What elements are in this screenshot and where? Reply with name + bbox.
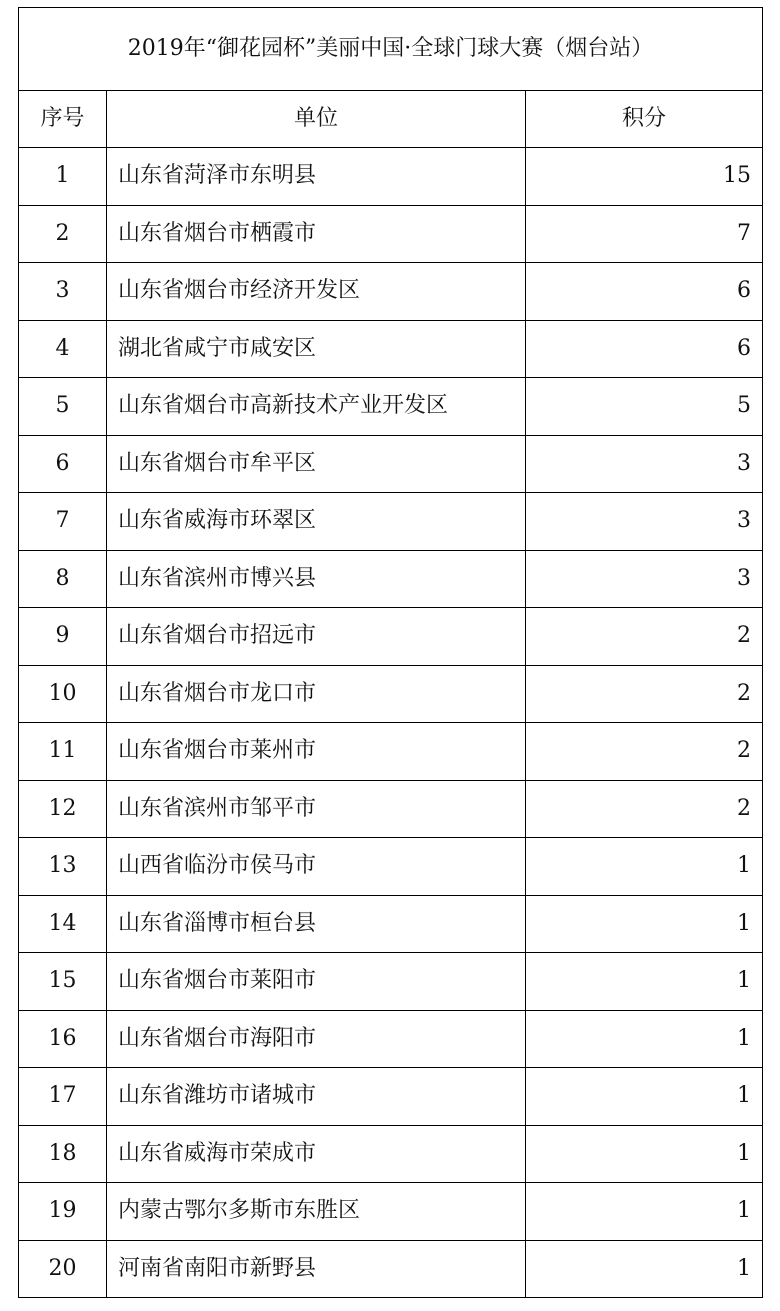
score-cell: 2 [526, 723, 763, 781]
table-row [19, 953, 763, 1011]
score-cell: 1 [526, 953, 763, 1011]
table-row [19, 205, 763, 263]
score-cell: 1 [526, 1240, 763, 1298]
rank-cell: 4 [19, 320, 107, 378]
unit-cell: 山东省威海市荣成市 [107, 1125, 526, 1183]
unit-cell: 山东省烟台市海阳市 [107, 1010, 526, 1068]
table-row [19, 263, 763, 321]
rank-cell: 16 [19, 1010, 107, 1068]
rank-cell: 17 [19, 1068, 107, 1126]
rank-cell: 13 [19, 838, 107, 896]
table-row [19, 838, 763, 896]
score-cell: 1 [526, 1125, 763, 1183]
table-row [19, 723, 763, 781]
header-rank: 序号 [19, 91, 107, 148]
score-cell: 6 [526, 263, 763, 321]
rank-cell: 20 [19, 1240, 107, 1298]
table-row [19, 435, 763, 493]
table-row [19, 665, 763, 723]
score-cell: 1 [526, 1183, 763, 1241]
table-row [19, 550, 763, 608]
unit-cell: 山东省烟台市龙口市 [107, 665, 526, 723]
rank-cell: 6 [19, 435, 107, 493]
table-row [19, 378, 763, 436]
table-row [19, 895, 763, 953]
unit-cell: 山东省烟台市招远市 [107, 608, 526, 666]
rank-cell: 14 [19, 895, 107, 953]
score-cell: 1 [526, 838, 763, 896]
score-cell: 1 [526, 1010, 763, 1068]
unit-cell: 河南省南阳市新野县 [107, 1240, 526, 1298]
rank-cell: 10 [19, 665, 107, 723]
unit-cell: 山东省烟台市牟平区 [107, 435, 526, 493]
table-row [19, 1068, 763, 1126]
unit-cell: 山东省淄博市桓台县 [107, 895, 526, 953]
rank-cell: 19 [19, 1183, 107, 1241]
score-cell: 2 [526, 780, 763, 838]
score-table [18, 7, 763, 1298]
table-row [19, 148, 763, 206]
rank-cell: 18 [19, 1125, 107, 1183]
score-cell: 6 [526, 320, 763, 378]
rank-cell: 3 [19, 263, 107, 321]
score-cell: 15 [526, 148, 763, 206]
unit-cell: 山东省滨州市邹平市 [107, 780, 526, 838]
unit-cell: 山东省烟台市高新技术产业开发区 [107, 378, 526, 436]
header-row [19, 91, 763, 148]
unit-cell: 内蒙古鄂尔多斯市东胜区 [107, 1183, 526, 1241]
unit-cell: 山东省烟台市莱阳市 [107, 953, 526, 1011]
score-cell: 2 [526, 608, 763, 666]
rank-cell: 7 [19, 493, 107, 551]
unit-cell: 山西省临汾市侯马市 [107, 838, 526, 896]
unit-cell: 山东省烟台市栖霞市 [107, 205, 526, 263]
table-title: 2019年“御花园杯”美丽中国·全球门球大赛（烟台站） [19, 8, 763, 91]
table-row [19, 780, 763, 838]
score-cell: 1 [526, 1068, 763, 1126]
score-cell: 3 [526, 550, 763, 608]
rank-cell: 2 [19, 205, 107, 263]
score-cell: 3 [526, 435, 763, 493]
table-row [19, 1010, 763, 1068]
unit-cell: 山东省潍坊市诸城市 [107, 1068, 526, 1126]
score-cell: 5 [526, 378, 763, 436]
table-row [19, 608, 763, 666]
table-row [19, 1240, 763, 1298]
rank-cell: 5 [19, 378, 107, 436]
score-cell: 3 [526, 493, 763, 551]
rank-cell: 9 [19, 608, 107, 666]
table-row [19, 1125, 763, 1183]
title-row [19, 8, 763, 91]
unit-cell: 山东省菏泽市东明县 [107, 148, 526, 206]
unit-cell: 山东省烟台市莱州市 [107, 723, 526, 781]
rank-cell: 12 [19, 780, 107, 838]
table-body [19, 148, 763, 1298]
table-row [19, 493, 763, 551]
score-cell: 7 [526, 205, 763, 263]
score-cell: 1 [526, 895, 763, 953]
unit-cell: 山东省烟台市经济开发区 [107, 263, 526, 321]
rank-cell: 1 [19, 148, 107, 206]
table-row [19, 320, 763, 378]
rank-cell: 11 [19, 723, 107, 781]
rank-cell: 8 [19, 550, 107, 608]
header-unit: 单位 [107, 91, 526, 148]
table-row [19, 1183, 763, 1241]
header-score: 积分 [526, 91, 763, 148]
unit-cell: 山东省滨州市博兴县 [107, 550, 526, 608]
unit-cell: 山东省威海市环翠区 [107, 493, 526, 551]
score-cell: 2 [526, 665, 763, 723]
rank-cell: 15 [19, 953, 107, 1011]
unit-cell: 湖北省咸宁市咸安区 [107, 320, 526, 378]
